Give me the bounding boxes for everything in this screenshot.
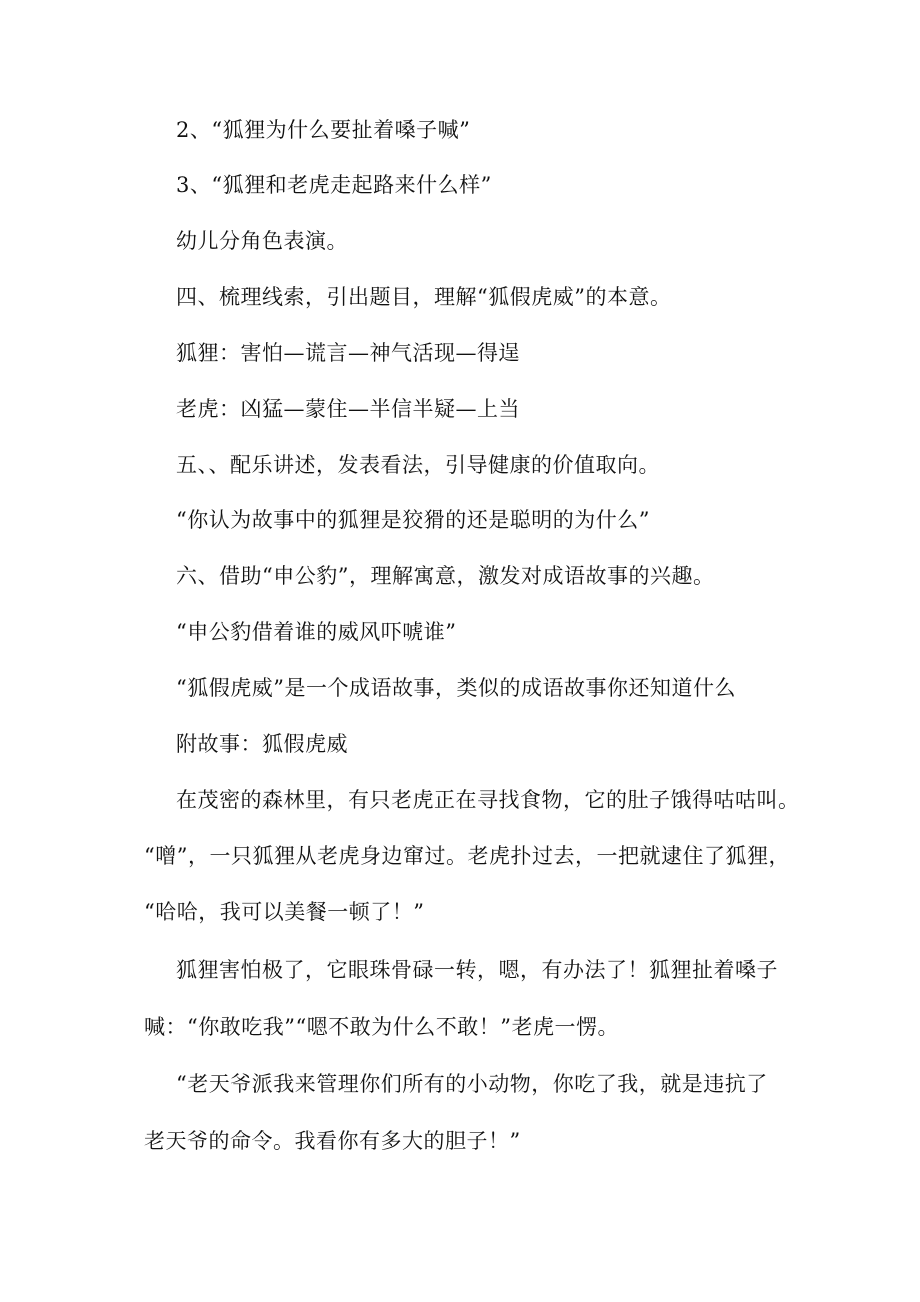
question-3: 3、“狐狸和老虎走起路来什么样” <box>176 173 492 197</box>
tiger-clue-line: 老虎：凶猛—蒙住—半信半疑—上当 <box>176 397 520 421</box>
story-paragraph-3-line-2: 老天爷的命令。我看你有多大的胆子！” <box>144 1129 521 1153</box>
story-paragraph-1-line-1: 在茂密的森林里，有只老虎正在寻找食物，它的肚子饿得咕咕叫。 <box>176 788 800 812</box>
question-2: 2、“狐狸为什么要扯着嗓子喊” <box>176 118 471 142</box>
story-paragraph-1-line-3: “哈哈，我可以美餐一顿了！” <box>144 900 425 924</box>
story-paragraph-2-line-2: 喊：“你敢吃我”“嗯不敢为什么不敢！”老虎一愣。 <box>144 1015 619 1039</box>
section-6-heading: 六、借助“申公豹”，理解寓意，激发对成语故事的兴趣。 <box>176 564 715 588</box>
fox-clue-line: 狐狸：害怕—谎言—神气活现—得逞 <box>176 341 520 365</box>
section-5-question: “你认为故事中的狐狸是狡猾的还是聪明的为什么” <box>176 508 650 532</box>
role-play-line: 幼儿分角色表演。 <box>176 229 348 253</box>
story-paragraph-3-line-1: “老天爷派我来管理你们所有的小动物，你吃了我，就是违抗了 <box>176 1072 768 1096</box>
section-6-question-1: “申公豹借着谁的威风吓唬谁” <box>176 620 457 644</box>
section-6-question-2: “狐假虎威”是一个成语故事，类似的成语故事你还知道什么 <box>176 676 736 700</box>
story-title: 附故事：狐假虎威 <box>176 732 348 756</box>
story-paragraph-2-line-1: 狐狸害怕极了，它眼珠骨碌一转，嗯，有办法了！狐狸扯着嗓子 <box>176 958 778 982</box>
section-4-heading: 四、梳理线索，引出题目，理解“狐假虎威”的本意。 <box>176 285 672 309</box>
section-5-heading: 五、、配乐讲述，发表看法，引导健康的价值取向。 <box>176 453 660 477</box>
story-paragraph-1-line-2: “噌”，一只狐狸从老虎身边窜过。老虎扑过去，一把就逮住了狐狸， <box>144 844 790 868</box>
